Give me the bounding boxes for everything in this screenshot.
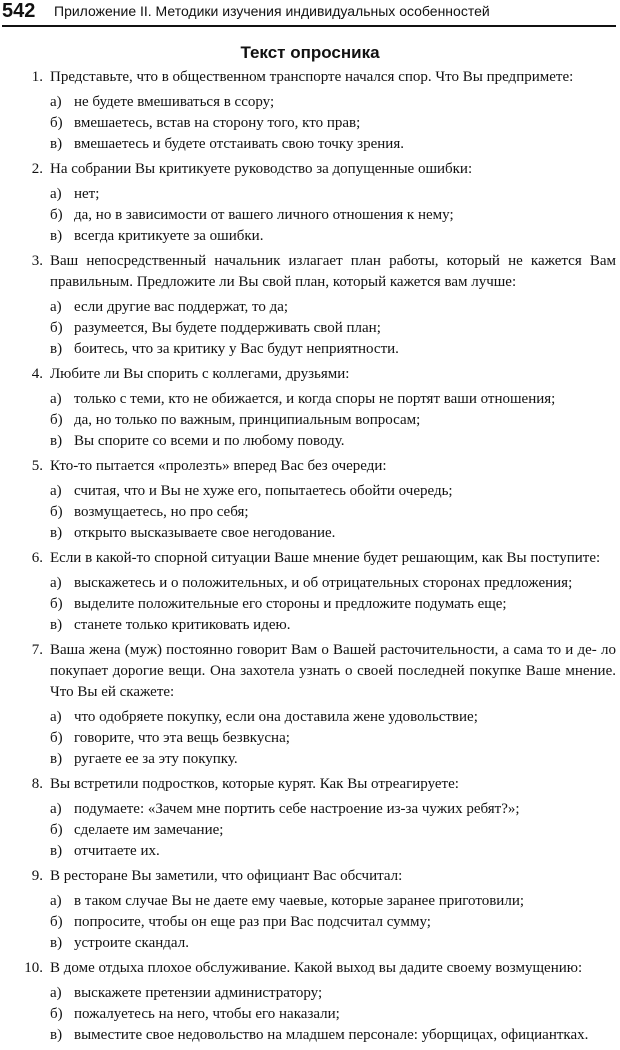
option-letter: б)	[50, 730, 63, 746]
option-letter: в)	[50, 341, 63, 357]
answer-options	[50, 389, 616, 452]
question-number: 8.	[31, 776, 43, 792]
option-letter: в)	[50, 935, 63, 951]
answer-option	[50, 912, 616, 933]
question-item	[0, 456, 620, 544]
option-text: считая, что и Вы не хуже его, попытаетесь обойти очередь;	[74, 483, 453, 499]
running-head: Приложение II. Методики изучения индивидуальных особенностей	[54, 3, 490, 19]
answer-options	[50, 297, 616, 360]
option-text: только с теми, кто не обижается, и когда споры не портят ваши отношения;	[74, 391, 556, 407]
option-text: если другие вас поддержат, то да;	[74, 299, 289, 315]
option-letter: а)	[50, 575, 62, 591]
answer-option	[50, 573, 616, 594]
question-number: 1.	[31, 69, 43, 85]
question-item	[0, 774, 620, 862]
section-title: Текст опросника	[240, 43, 380, 62]
question-number: 9.	[31, 868, 43, 884]
option-text: ругаете ее за эту покупку.	[74, 751, 238, 767]
question-number: 5.	[31, 458, 43, 474]
option-text: возмущаетесь, но про себя;	[74, 504, 249, 520]
option-letter: а)	[50, 801, 62, 817]
answer-option	[50, 841, 616, 862]
option-letter: в)	[50, 525, 63, 541]
option-text: не будете вмешиваться в ссору;	[74, 94, 275, 110]
question-text: Если в какой-то спорной ситуации Ваше мнение будет решающим, как Вы поступите:	[50, 550, 601, 566]
option-text: выместите свое недовольство на младшем персонале: уборщицах, официантках.	[74, 1027, 589, 1043]
answer-option	[50, 933, 616, 954]
option-letter: а)	[50, 985, 62, 1001]
question-text: В доме отдыха плохое обслуживание. Какой выход вы дадите своему возмущению:	[50, 960, 583, 976]
option-letter: в)	[50, 228, 63, 244]
option-text: попросите, чтобы он еще раз при Вас подсчитал сумму;	[74, 914, 431, 930]
option-letter: а)	[50, 94, 62, 110]
question-item	[0, 67, 620, 155]
option-letter: в)	[50, 751, 63, 767]
questionnaire	[0, 67, 620, 1050]
answer-option	[50, 1004, 616, 1025]
option-text: разумеется, Вы будете поддерживать свой план;	[74, 320, 381, 336]
option-text: да, но только по важным, принципиальным вопросам;	[74, 412, 421, 428]
option-text: в таком случае Вы не даете ему чаевые, которые заранее приготовили;	[74, 893, 525, 909]
question-number: 4.	[31, 366, 43, 382]
question-number: 2.	[31, 161, 43, 177]
answer-option	[50, 134, 616, 155]
answer-option	[50, 481, 616, 502]
answer-option	[50, 339, 616, 360]
page-header	[2, 0, 616, 27]
option-text: вмешаетесь и будете отстаивать свою точку зрения.	[74, 136, 404, 152]
answer-option	[50, 92, 616, 113]
option-letter: б)	[50, 207, 63, 223]
option-text: пожалуетесь на него, чтобы его наказали;	[74, 1006, 340, 1022]
question-text: Любите ли Вы спорить с коллегами, друзьями:	[50, 366, 350, 382]
answer-options	[50, 983, 616, 1046]
option-letter: б)	[50, 115, 63, 131]
option-text: открыто высказываете свое негодование.	[74, 525, 336, 541]
question-text: На собрании Вы критикуете руководство за допущенные ошибки:	[50, 161, 473, 177]
question-item	[0, 364, 620, 452]
option-text: всегда критикуете за ошибки.	[74, 228, 264, 244]
option-letter: а)	[50, 299, 62, 315]
answer-option	[50, 749, 616, 770]
answer-option	[50, 983, 616, 1004]
option-letter: б)	[50, 412, 63, 428]
option-letter: б)	[50, 1006, 63, 1022]
question-number: 10.	[24, 960, 43, 976]
question-item	[0, 548, 620, 636]
question-item	[0, 866, 620, 954]
answer-option	[50, 431, 616, 452]
option-text: выскажетесь и о положительных, и об отрицательных сторонах предложения;	[74, 575, 573, 591]
answer-option	[50, 594, 616, 615]
question-text: Ваша жена (муж) постоянно говорит Вам о Вашей расточительности, а сама то и де- ло покупает дорогие вещи. Она захотела узнать о своей последней покупке Ваше мнение. Что Вы ей скажете:	[50, 642, 616, 700]
option-text: сделаете им замечание;	[74, 822, 224, 838]
option-letter: в)	[50, 617, 63, 633]
answer-option	[50, 891, 616, 912]
option-text: выделите положительные его стороны и предложите подумать еще;	[74, 596, 507, 612]
question-number: 3.	[31, 253, 43, 269]
option-text: станете только критиковать идею.	[74, 617, 291, 633]
option-text: что одобряете покупку, если она доставила жене удовольствие;	[74, 709, 478, 725]
option-letter: а)	[50, 186, 62, 202]
option-letter: в)	[50, 136, 63, 152]
answer-option	[50, 318, 616, 339]
answer-option	[50, 707, 616, 728]
option-letter: а)	[50, 893, 62, 909]
answer-option	[50, 184, 616, 205]
answer-options	[50, 92, 616, 155]
option-text: говорите, что эта вещь безвкусна;	[74, 730, 290, 746]
option-letter: а)	[50, 391, 62, 407]
answer-options	[50, 799, 616, 862]
answer-options	[50, 481, 616, 544]
question-text: Кто-то пытается «пролезть» вперед Вас без очереди:	[50, 458, 387, 474]
option-text: Вы спорите со всеми и по любому поводу.	[74, 433, 345, 449]
question-number: 6.	[31, 550, 43, 566]
option-text: устроите скандал.	[74, 935, 189, 951]
option-text: да, но в зависимости от вашего личного отношения к нему;	[74, 207, 454, 223]
answer-option	[50, 820, 616, 841]
option-letter: в)	[50, 433, 63, 449]
option-text: вмешаетесь, встав на сторону того, кто прав;	[74, 115, 361, 131]
question-item	[0, 640, 620, 770]
option-letter: б)	[50, 504, 63, 520]
answer-option	[50, 728, 616, 749]
answer-option	[50, 523, 616, 544]
question-text: Вы встретили подростков, которые курят. Как Вы отреагируете:	[50, 776, 459, 792]
answer-option	[50, 113, 616, 134]
option-letter: б)	[50, 320, 63, 336]
answer-option	[50, 389, 616, 410]
question-item	[0, 958, 620, 1046]
option-letter: б)	[50, 596, 63, 612]
answer-options	[50, 891, 616, 954]
option-text: подумаете: «Зачем мне портить себе настроение из-за чужих ребят?»;	[74, 801, 520, 817]
answer-option	[50, 502, 616, 523]
option-text: боитесь, что за критику у Вас будут неприятности.	[74, 341, 399, 357]
option-letter: в)	[50, 843, 63, 859]
answer-option	[50, 410, 616, 431]
option-letter: а)	[50, 709, 62, 725]
option-letter: б)	[50, 822, 63, 838]
answer-option	[50, 615, 616, 636]
option-letter: а)	[50, 483, 62, 499]
page-number: 542	[2, 0, 36, 22]
question-text: Ваш непосредственный начальник излагает план работы, который не кажется Вам правильным. Предложите ли Вы свой план, который кажется вам лучше:	[50, 253, 616, 290]
question-number: 7.	[31, 642, 43, 658]
question-item	[0, 159, 620, 247]
question-text: В ресторане Вы заметили, что официант Вас обсчитал:	[50, 868, 403, 884]
answer-option	[50, 205, 616, 226]
option-letter: в)	[50, 1027, 63, 1043]
option-text: нет;	[74, 186, 100, 202]
question-item	[0, 251, 620, 360]
answer-option	[50, 297, 616, 318]
answer-option	[50, 799, 616, 820]
answer-option	[50, 1025, 616, 1046]
answer-option	[50, 226, 616, 247]
answer-options	[50, 184, 616, 247]
option-text: отчитаете их.	[74, 843, 160, 859]
answer-options	[50, 573, 616, 636]
option-letter: б)	[50, 914, 63, 930]
option-text: выскажете претензии администратору;	[74, 985, 323, 1001]
answer-options	[50, 707, 616, 770]
question-text: Представьте, что в общественном транспорте начался спор. Что Вы предпримете:	[50, 69, 574, 85]
